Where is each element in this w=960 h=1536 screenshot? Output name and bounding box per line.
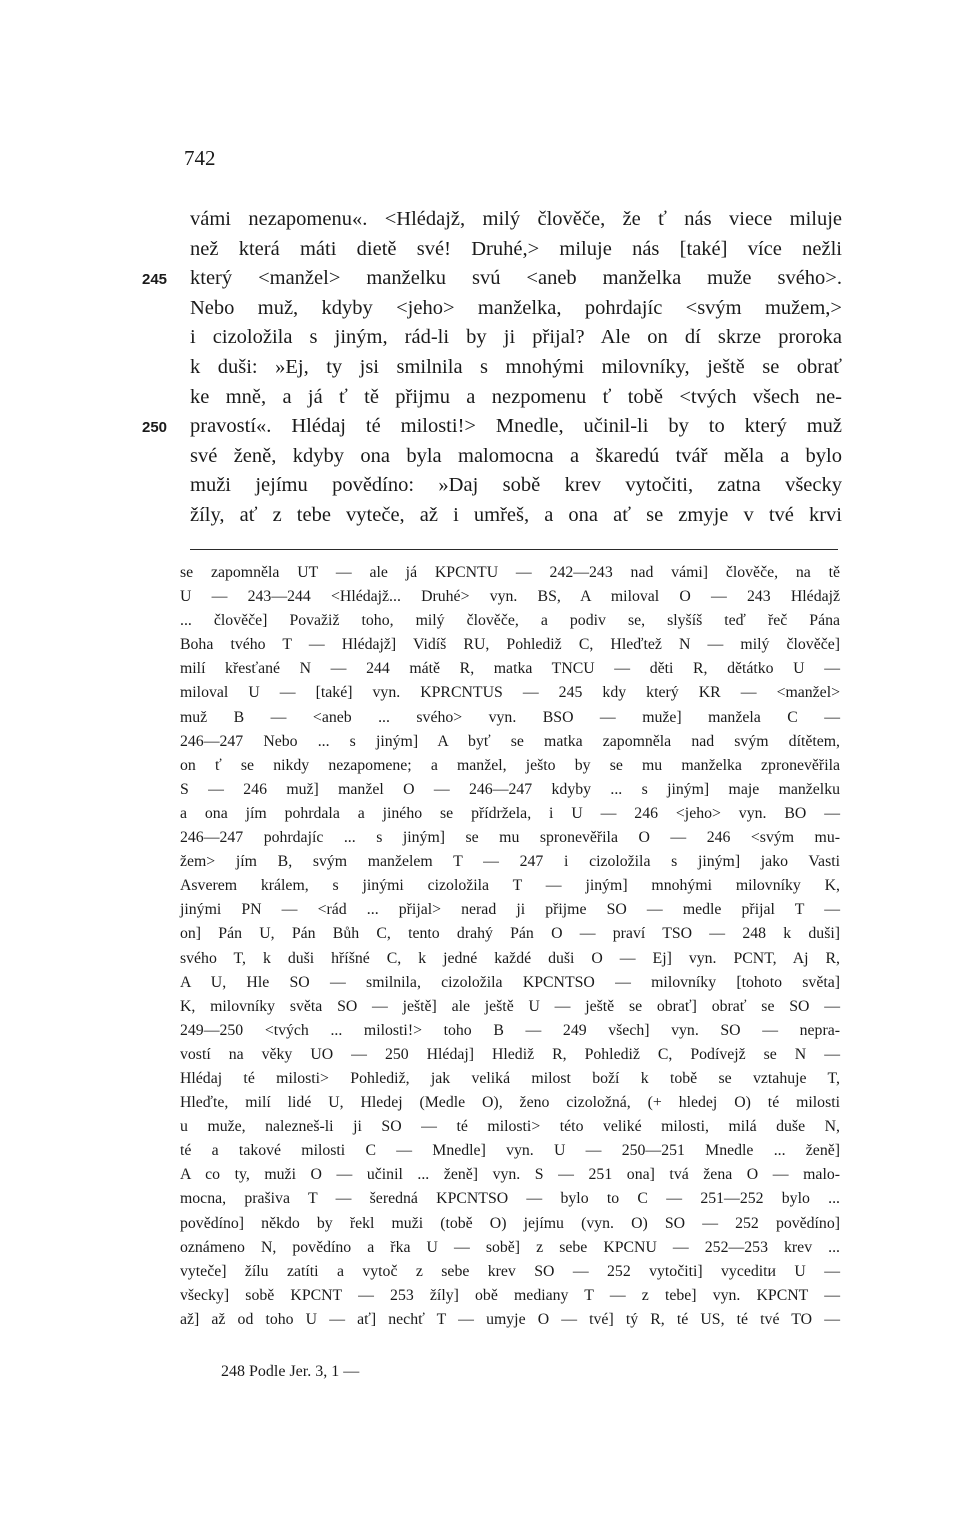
line-number: 245 [142, 271, 168, 289]
main-text-line-content: vámi nezapomenu«. <Hlédajž, milý člověče, že ť nás viece miluje [190, 208, 842, 230]
main-text-line-content: než která máti dietě své! Druhé,> miluje nás [také] více nežli [190, 237, 842, 260]
footnote-line: A U, Hle SO — smilnila, cizoložila KPCNTSO — milovníky [tohoto světa] [180, 973, 840, 991]
footnote-line: u muže, nalezneš-li ji SO — té milosti> této veliké milosti, milá duše N, [180, 1118, 840, 1136]
footnote-line: Boha tvého T — Hlédajž] Vidíš RU, Pohlediž C, Hleďtež N — milý člověče] [180, 636, 840, 654]
footnote-rule [190, 549, 838, 550]
footnote-line: muž B — <aneb ... svého> vyn. BSO — muže] manžela C — [180, 708, 840, 726]
main-text [142, 205, 842, 531]
page-number: 742 [184, 146, 216, 170]
footnote-line: K, milovníky světa SO — ještě] ale ještě U — ještě se obrať] obrať se SO — [180, 997, 840, 1015]
footnotes [180, 561, 840, 1332]
footnote-line: vostí na věky UO — 250 Hlédaj] Hlediž R, Pohlediž C, Podívejž se N — [180, 1045, 840, 1063]
footnote-line: on ť se nikdy nezapomene; a manžel, ješto by se mu manželka zpronevěřila [180, 756, 840, 774]
main-text-line [142, 264, 842, 294]
footnote-line: Hleďte, milí lidé U, Hledej (Medle O), ženo cizoložná, (+ hledej O) té milosti [180, 1094, 840, 1112]
main-text-line [190, 235, 842, 265]
footnote-line: Hlédaj té milosti> Pohlediž, jak veliká milost boží k tobě se vztahuje T, [180, 1069, 840, 1087]
main-text-line-content: své ženě, kdyby ona byla malomocna a škaredú tvář měla a bylo [190, 444, 842, 467]
footnote-line: žem> jím B, svým manželem T — 247 i cizoložila s jiným] jako Vasti [180, 853, 840, 871]
footnote-line: až] až od toho U — ať] nechť T — umyje O — tvé] tý R, té US, té tvé TO — [180, 1310, 840, 1328]
footnote-line: A co ty, muži O — učinil ... ženě] vyn. S — 251 ona] tvá žena O — malo- [180, 1166, 840, 1184]
main-text-line-content: i cizoložila s jiným, rád-li by ji přijal? Ale on dí skrze proroka [190, 326, 842, 349]
footnote-line: jinými PN — <rád ... přijal> nerad ji přijme SO — medle přijal T — [180, 901, 840, 919]
main-text-line [190, 383, 842, 413]
main-text-line-content: muži jejímu povědíno: »Daj sobě krev vytočiti, zatna všecky [190, 474, 842, 497]
footnote-line: mocna, prašiva T — šeredná KPCNTSO — bylo to C — 251—252 bylo ... [180, 1190, 840, 1208]
footnote-line: 246—247 pohrdajíc ... s jiným] se mu spronevěřila O — 246 <svým mu- [180, 829, 840, 847]
main-text-line-content: ke mně, a já ť tě přijmu a nezpomenu ť tobě <tvých všech ne- [190, 385, 842, 408]
main-text-line [190, 442, 842, 472]
footnote-line: té a takové milosti C — Mnedle] vyn. U — 250—251 Mnedle ... ženě] [180, 1142, 840, 1160]
footnote-line: se zapomněla UT — ale já KPCNTU — 242—243 nad vámi] člověče, na tě [180, 564, 840, 581]
footnote-line: S — 246 muž] manžel O — 246—247 kdyby ... s jiným] maje manželku [180, 780, 840, 798]
source-note: 248 Podle Jer. 3, 1 — [221, 1363, 360, 1380]
footnote-line: 246—247 Nebo ... s jiným] A byť se matka zapomněla nad svým dítětem, [180, 732, 840, 750]
footnote-line: a ona jím pohrdala a jiného se přídržela, i U — 246 <jeho> vyn. BO — [180, 804, 840, 822]
footnote-line: svého T, k duši hříšné C, k jedné každé duši O — Ej] vyn. PCNT, Aj R, [180, 949, 840, 967]
footnote-line: povědíno] někdo by řekl muži (tobě O) jejímu (vyn. O) SO — 252 povědíno] [180, 1214, 840, 1232]
footnote-line: všecky] sobě KPCNT — 253 žíly] obě mediany T — z tebe] vyn. KPCNT — [180, 1286, 840, 1304]
main-text-line-content: Nebo muž, kdyby <jeho> manželka, pohrdajíc <svým mužem,> [190, 296, 842, 319]
main-text-line [190, 501, 842, 531]
footnote-line: milí křesťané N — 244 mátě R, matka TNCU — děti R, dětátko U — [180, 660, 840, 678]
footnote-line: vyteče] žílu zatíti a vytoč z sebe krev SO — 252 vytočiti] vyceditи U — [180, 1262, 840, 1280]
main-text-line [190, 205, 842, 235]
footnote-line: ... člověče] Považiž toho, milý člověče, a podiv se, slyšíš teď řeč Pána [180, 612, 840, 630]
footnote-line: oznámeno N, povědíno a řka U — sobě] z sebe KPCNU — 252—253 krev ... [180, 1238, 840, 1256]
footnote-line: U — 243—244 <Hlédajž... Druhé> vyn. BS, A miloval O — 243 Hlédajž [180, 588, 840, 606]
main-text-line [190, 353, 842, 383]
footnote-line: Asverem králem, s jinými cizoložila T — jiným] mnohými milovníky K, [180, 877, 840, 895]
main-text-line-content: pravostí«. Hlédaj té milosti!> Mnedle, učinil-li by to který muž [190, 415, 842, 438]
main-text-line-content: který <manžel> manželku svú <aneb manželka muže svého>. [190, 267, 842, 290]
footnote-line: 249—250 <tvých ... milosti!> toho B — 249 všech] vyn. SO — nepra- [180, 1021, 840, 1039]
main-text-line [190, 294, 842, 324]
main-text-line [142, 412, 842, 442]
footnote-line: on] Pán U, Pán Bůh C, tento drahý Pán O — praví TSO — 248 k duši] [180, 925, 840, 943]
main-text-line [190, 471, 842, 501]
main-text-line-content: k duši: »Ej, ty jsi smilnila s mnohými milovníky, ještě se obrať [190, 355, 842, 378]
main-text-line-content: žíly, ať z tebe vyteče, až i umřeš, a ona ať se zmyje v tvé krvi [190, 503, 842, 526]
line-number: 250 [142, 419, 168, 437]
main-text-line [190, 323, 842, 353]
footnote-line: miloval U — [také] vyn. KPRCNTUS — 245 kdy který KR — <manžel> [180, 684, 840, 702]
